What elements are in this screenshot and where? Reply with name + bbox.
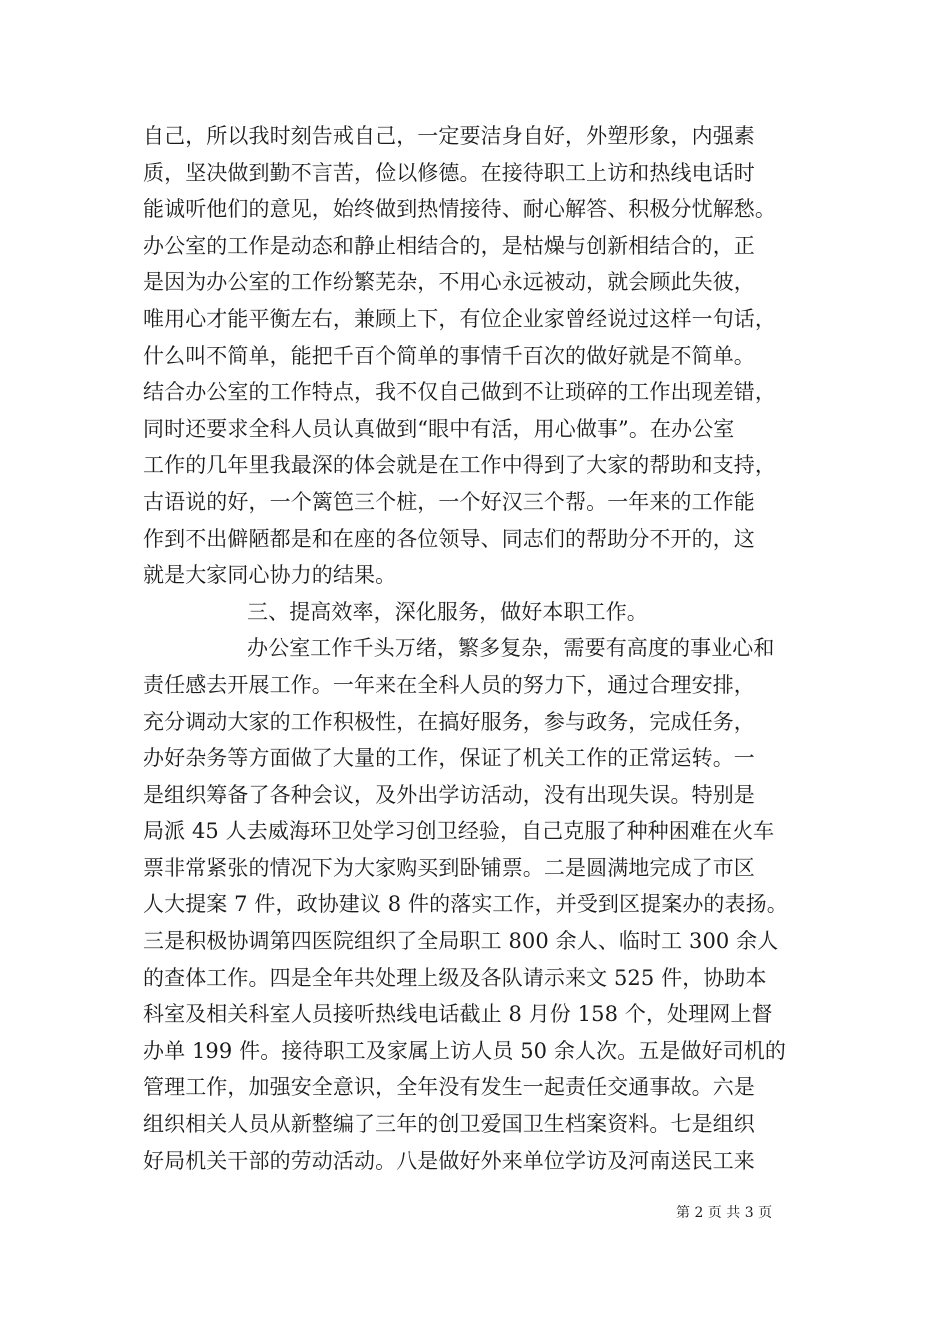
text-line-23: 三是积极协调第四医院组织了全局职工 800 余人、临时工 300 余人 xyxy=(143,929,779,954)
text-line-27: 管理工作，加强安全意识，全年没有发生一起责任交通事故。六是 xyxy=(143,1075,755,1100)
text-line-20: 局派 45 人去威海环卫处学习创卫经验，自己克服了种种困难在火车 xyxy=(143,819,775,844)
text-line-18: 办好杂务等方面做了大量的工作，保证了机关工作的正常运转。一 xyxy=(143,746,755,771)
text-line-2: 质，坚决做到勤不言苦，俭以修德。在接待职工上访和热线电话时 xyxy=(143,160,755,185)
section-heading: 三、提高效率，深化服务，做好本职工作。 xyxy=(247,599,648,624)
text-line-7: 什么叫不简单，能把千百个简单的事情千百次的做好就是不简单。 xyxy=(143,343,755,368)
text-line-26: 办单 199 件。接待职工及家属上访人员 50 余人次。五是做好司机的 xyxy=(143,1038,787,1063)
text-line-24: 的查体工作。四是全年共处理上级及各队请示来文 525 件，协助本 xyxy=(143,965,767,990)
text-line-4: 办公室的工作是动态和静止相结合的，是枯燥与创新相结合的，正 xyxy=(143,233,755,258)
text-line-16: 责任感去开展工作。一年来在全科人员的努力下，通过合理安排， xyxy=(143,672,755,697)
text-line-8: 结合办公室的工作特点，我不仅自己做到不让琐碎的工作出现差错， xyxy=(143,380,776,405)
body-text xyxy=(143,118,823,1179)
text-line-5: 是因为办公室的工作纷繁芜杂，不用心永远被动，就会顾此失彼， xyxy=(143,270,755,295)
text-line-11: 古语说的好，一个篱笆三个桩，一个好汉三个帮。一年来的工作能 xyxy=(143,489,755,514)
text-line-10: 工作的几年里我最深的体会就是在工作中得到了大家的帮助和支持， xyxy=(143,453,776,478)
text-line-22: 人大提案 7 件，政协建议 8 件的落实工作，并受到区提案办的表扬。 xyxy=(143,892,788,917)
text-line-6: 唯用心才能平衡左右，兼顾上下，有位企业家曾经说过这样一句话， xyxy=(143,306,776,331)
text-line-28: 组织相关人员从新整编了三年的创卫爱国卫生档案资料。七是组织 xyxy=(143,1112,755,1137)
text-line-1: 自己，所以我时刻告戒自己，一定要洁身自好，外塑形象，内强素 xyxy=(143,124,755,148)
text-line-13: 就是大家同心协力的结果。 xyxy=(143,563,397,588)
text-line-3: 能诚听他们的意见，始终做到热情接待、耐心解答、积极分忧解愁。 xyxy=(143,197,776,222)
text-line-9: 同时还要求全科人员认真做到“眼中有活，用心做事”。在办公室 xyxy=(143,416,735,441)
text-line-15: 办公室工作千头万绪，繁多复杂，需要有高度的事业心和 xyxy=(247,636,775,661)
text-line-19: 是组织筹备了各种会议，及外出学访活动，没有出现失误。特别是 xyxy=(143,782,755,807)
text-line-21: 票非常紧张的情况下为大家购买到卧铺票。二是圆满地完成了市区 xyxy=(143,855,755,880)
text-line-17: 充分调动大家的工作积极性，在搞好服务，参与政务，完成任务， xyxy=(143,709,755,734)
page-number: 第 2 页 共 3 页 xyxy=(676,1205,773,1221)
text-line-12: 作到不出僻陋都是和在座的各位领导、同志们的帮助分不开的，这 xyxy=(143,526,755,551)
text-line-29: 好局机关干部的劳动活动。八是做好外来单位学访及河南送民工来 xyxy=(143,1148,755,1173)
text-line-25: 科室及相关科室人员接听热线电话截止 8 月份 158 个，处理网上督 xyxy=(143,1002,773,1027)
